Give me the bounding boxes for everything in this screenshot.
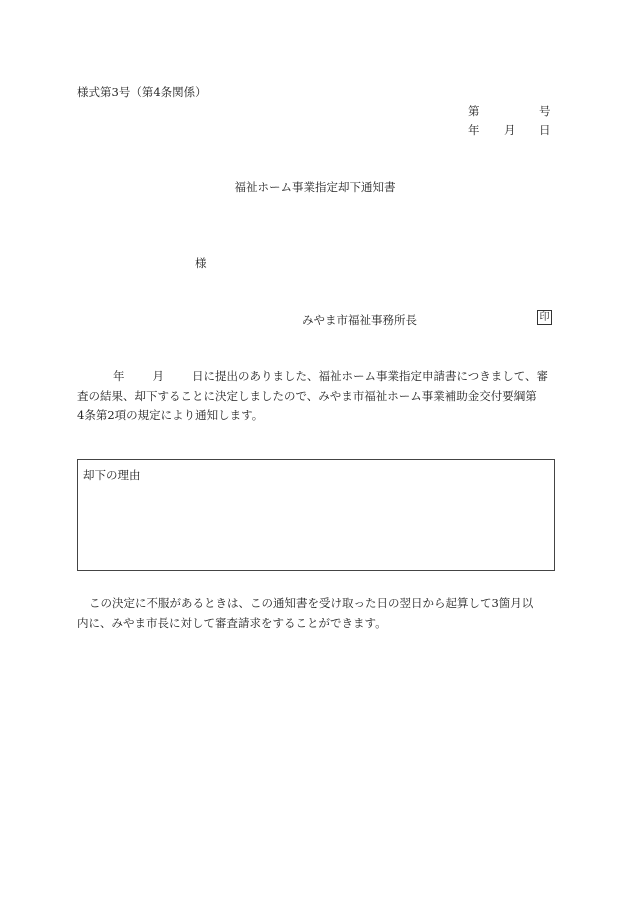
- document-title: 福祉ホーム事業指定却下通知書: [234, 180, 396, 194]
- form-number-label: 様式第3号（第4条関係）: [77, 85, 207, 99]
- body-line-2: 査の結果、却下することに決定しましたので、みやま市福祉ホーム事業補助金交付要綱第: [77, 388, 537, 403]
- date-month: 月: [504, 123, 516, 137]
- number-suffix: 号: [539, 104, 551, 118]
- appeal-notice-line-2: 内に、みやま市長に対して審査請求をすることができます。: [77, 616, 387, 630]
- body-line-3: 4条第2項の規定により通知します。: [77, 408, 264, 422]
- date-day: 日: [539, 123, 551, 137]
- body-month: 月: [152, 369, 164, 383]
- appeal-notice-line-1-text: この決定に不服があるときは、この通知書を受け取った日の翌日から起算して3箇月以: [89, 596, 534, 610]
- rejection-reason-label: 却下の理由: [83, 468, 141, 482]
- rejection-reason-box: [77, 459, 555, 571]
- body-paragraph: [77, 367, 553, 426]
- seal-mark: 印: [537, 310, 552, 325]
- sender-name: みやま市福祉事務所長: [302, 313, 417, 327]
- number-prefix: 第: [468, 104, 480, 118]
- body-line-1-rest: 日に提出のありました、福祉ホーム事業指定申請書につきまして、審: [192, 369, 549, 383]
- body-line-1: [77, 367, 553, 387]
- appeal-notice: [77, 593, 553, 633]
- body-year: 年: [113, 369, 125, 383]
- addressee-suffix: 様: [195, 256, 207, 270]
- date-year: 年: [468, 123, 480, 137]
- appeal-notice-line-1: [77, 593, 553, 613]
